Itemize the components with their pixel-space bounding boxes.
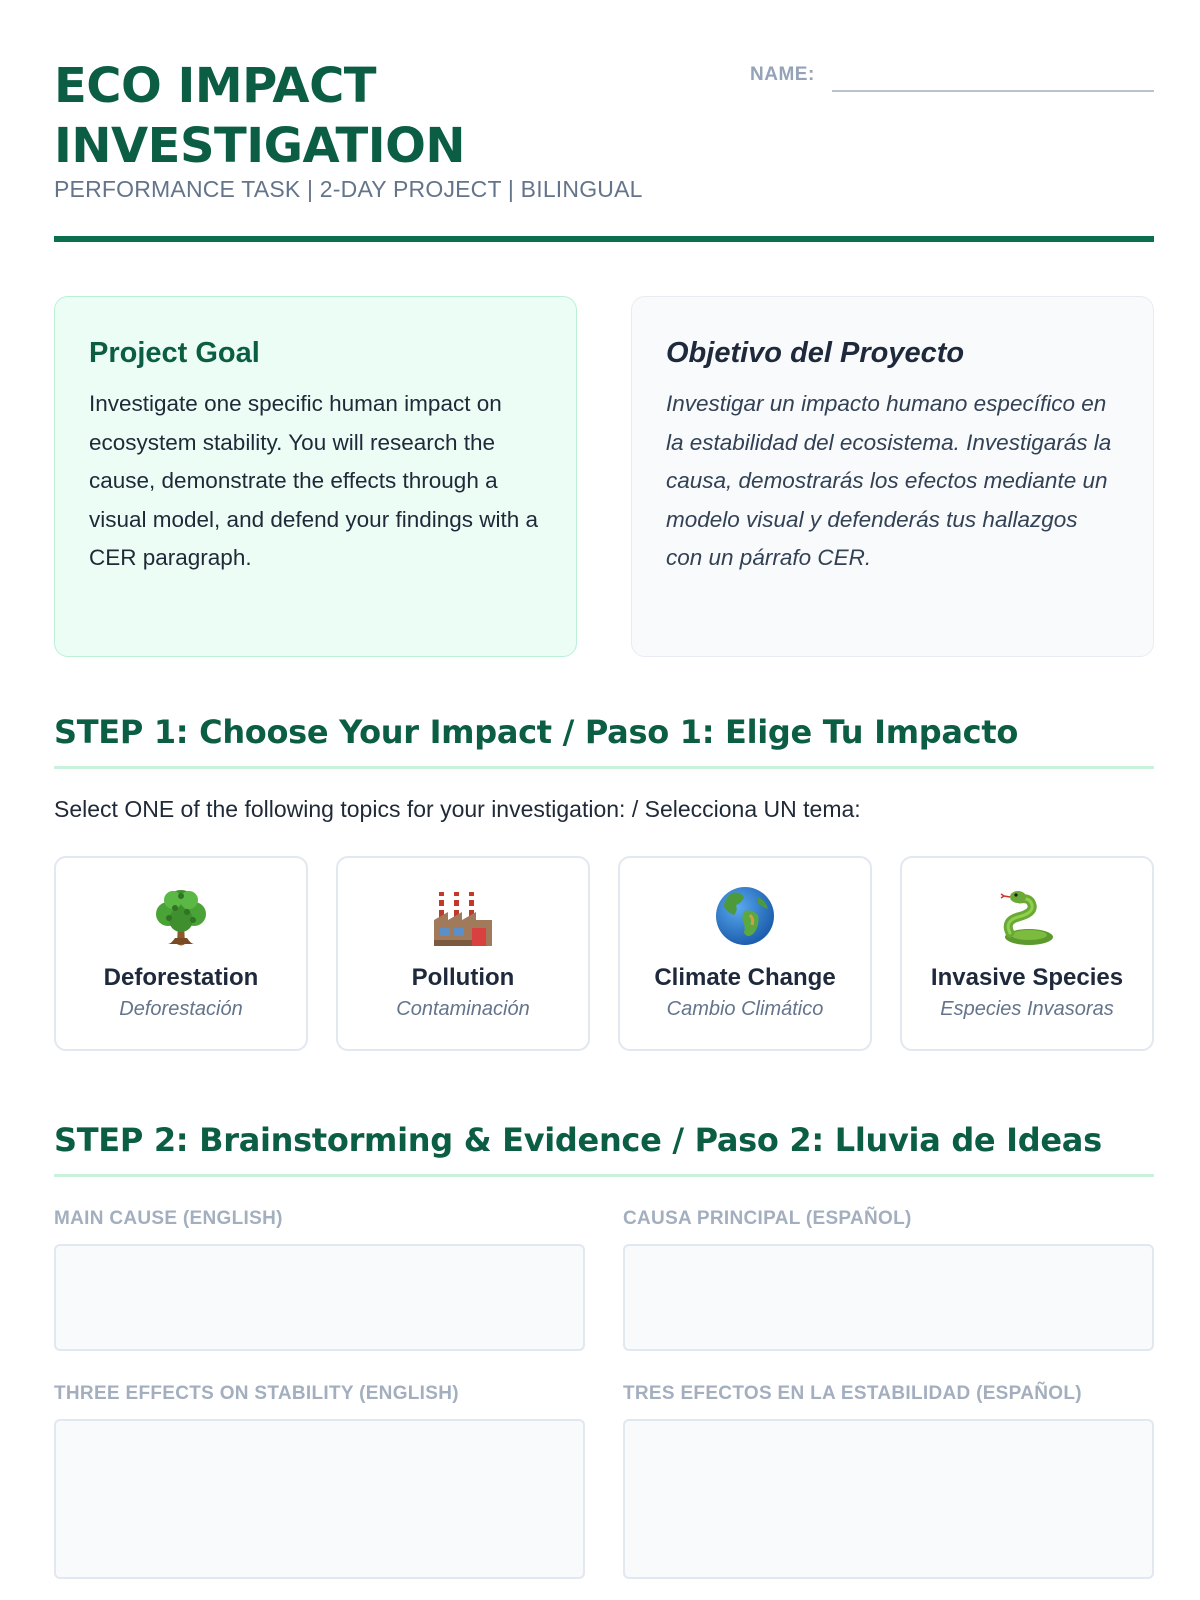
page-subtitle: PERFORMANCE TASK | 2-DAY PROJECT | BILINGUAL [54,176,643,202]
step1-heading: STEP 1: Choose Your Impact / Paso 1: Elige Tu Impacto [54,710,1154,769]
tres-efectos-label: TRES EFECTOS EN LA ESTABILIDAD (ESPAÑOL) [623,1383,1082,1404]
causa-principal-label: CAUSA PRINCIPAL (ESPAÑOL) [623,1208,912,1229]
title-line-1: ECO IMPACT [54,58,377,114]
topic-label-spanish: Especies Invasoras [940,998,1114,1020]
globe-icon [620,884,870,948]
snake-icon [902,884,1152,948]
tree-icon [56,884,306,948]
step2-heading: STEP 2: Brainstorming & Evidence / Paso 2: Lluvia de Ideas [54,1118,1154,1177]
topic-label-english: Climate Change [654,964,836,991]
three-effects-label: THREE EFFECTS ON STABILITY (ENGLISH) [54,1383,459,1404]
main-cause-label: MAIN CAUSE (ENGLISH) [54,1208,283,1229]
header [54,56,1154,242]
worksheet-page [54,0,1154,1600]
topic-label-spanish: Cambio Climático [666,998,824,1020]
topic-label-spanish: Contaminación [396,998,530,1020]
tres-efectos-field[interactable] [623,1419,1154,1579]
title-line-2: INVESTIGATION [54,118,466,174]
causa-principal-field[interactable] [623,1244,1154,1351]
name-field[interactable] [832,90,1154,92]
project-goal-card-spanish [631,296,1154,657]
header-divider [54,236,1154,242]
main-cause-field[interactable] [54,1244,585,1351]
name-label: NAME: [750,64,815,85]
topic-label-english: Invasive Species [930,964,1124,991]
objetivo-text: Investigar un impacto humano específico en la estabilidad del ecosistema. Investigarás la causa, demostrarás los efectos mediante un modelo visual y defenderás tus hallazgos con un párrafo CER. [666,391,1112,570]
project-goal-heading: Project Goal [89,337,260,369]
factory-icon [338,884,588,948]
project-goal-text: Investigate one specific human impact on ecosystem stability. You will research the cause, demonstrate the effects through a visual model, and defend your findings with a CER paragraph. [89,391,539,570]
topic-options [54,856,1154,1051]
topic-label-english: Pollution [411,964,515,991]
topic-card-climate-change[interactable] [618,856,872,1051]
three-effects-field[interactable] [54,1419,585,1579]
project-goal-card-english [54,296,577,657]
topic-label-spanish: Deforestación [119,998,243,1020]
topic-card-deforestation[interactable] [54,856,308,1051]
page-title [54,56,694,176]
step1-instruction: Select ONE of the following topics for your investigation: / Selecciona UN tema: [54,796,861,822]
objetivo-heading: Objetivo del Proyecto [666,337,965,369]
topic-card-invasive-species[interactable] [900,856,1154,1051]
topic-label-english: Deforestation [103,964,259,991]
topic-card-pollution[interactable] [336,856,590,1051]
